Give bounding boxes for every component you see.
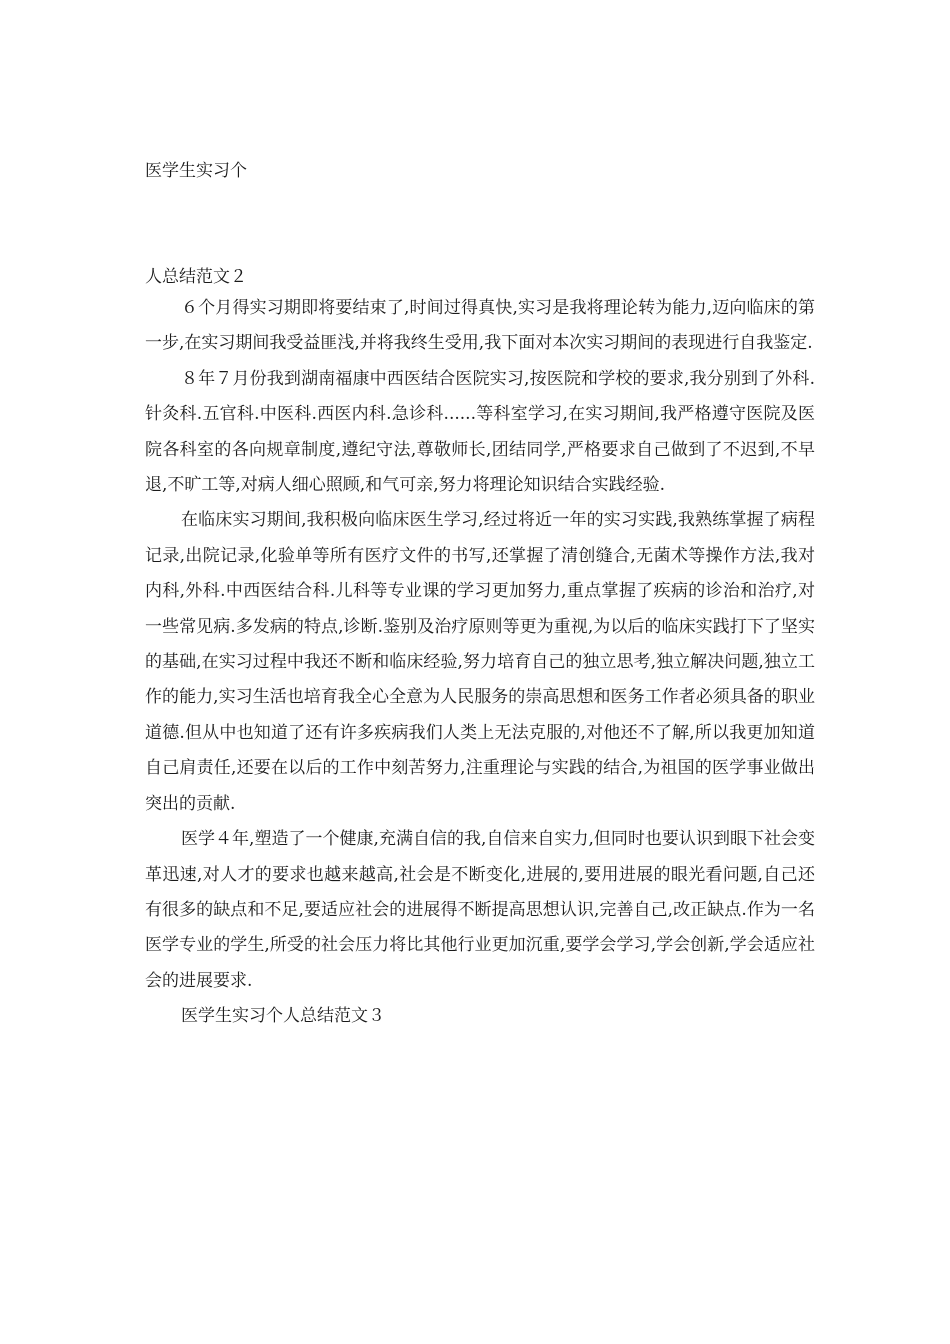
document-title-part2: 人总结范文２ (145, 267, 247, 287)
paragraph-internship-intro: ６个月得实习期即将要结束了,时间过得真快,实习是我将理论转为能力,迈向临床的第一步,在实习期间我受益匪浅,并将我终生受用,我下面对本次实习期间的表现进行自我鉴定. (145, 298, 815, 354)
document-title-part1: 医学生实习个 (145, 161, 247, 181)
paragraph-departments: ８年７月份我到湖南福康中西医结合医院实习,按医院和学校的要求,我分别到了外科.针灸科.五官科.中医科.西医内科.急诊科......等科室学习,在实习期间,我严格遵守医院及医院各科室的各向规章制度,遵纪守法,尊敬师长,团结同学,严格要求自己做到了不迟到,不早退,不旷工等,对病人细心照顾,和气可亲,努力将理论知识结合实践经验. (145, 368, 815, 496)
paragraph-four-years: 医学４年,塑造了一个健康,充满自信的我,自信来自实力,但同时也要认识到眼下社会变革迅速,对人才的要求也越来越高,社会是不断变化,进展的,要用进展的眼光看问题,自己还有很多的缺点和不足,要适应社会的进展得不断提高思想认识,完善自己,改正缺点.作为一名医学专业的学生,所受的社会压力将比其他行业更加沉重,要学会学习,学会创新,学会适应社会的进展要求. (145, 829, 815, 991)
document-body (145, 291, 815, 1035)
section-heading-sample-3: 医学生实习个人总结范文３ (181, 1006, 385, 1027)
paragraph-clinical-practice: 在临床实习期间,我积极向临床医生学习,经过将近一年的实习实践,我熟练掌握了病程记录,出院记录,化验单等所有医疗文件的书写,还掌握了清创缝合,无菌术等操作方法,我对内科,外科.中西医结合科.儿科等专业课的学习更加努力,重点掌握了疾病的诊治和治疗,对一些常见病.多发病的特点,诊断.鉴别及治疗原则等更为重视,为以后的临床实践打下了坚实的基础,在实习过程中我还不断和临床经验,努力培育自己的独立思考,独立解决问题,独立工作的能力,实习生活也培育我全心全意为人民服务的崇高思想和医务工作者必须具备的职业道德.但从中也知道了还有许多疾病我们人类上无法克服的,对他还不了解,所以我更加知道自己肩责任,还要在以后的工作中刻苦努力,注重理论与实践的结合,为祖国的医学事业做出突出的贡献. (145, 510, 815, 814)
